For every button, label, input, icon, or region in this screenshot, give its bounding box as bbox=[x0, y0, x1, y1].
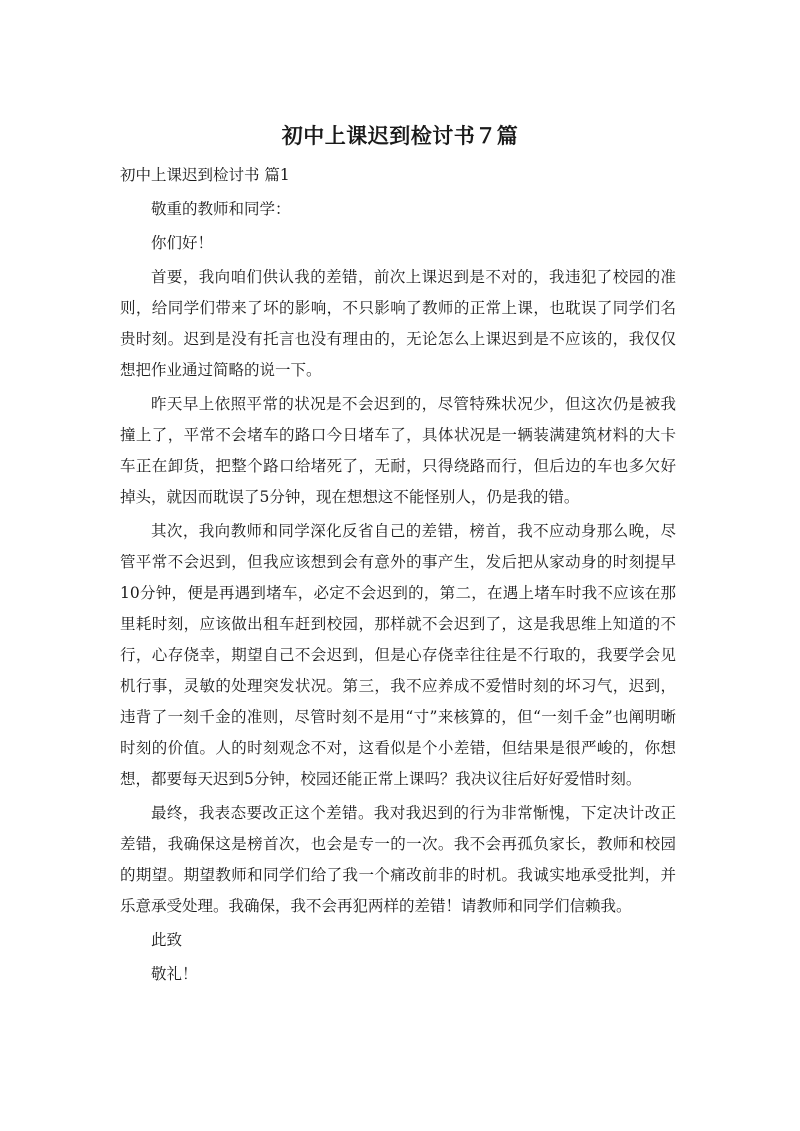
body-paragraph: 其次，我向教师和同学深化反省自己的差错，榜首，我不应动身那么晚，尽管平常不会迟到，但我应该想到会有意外的事产生，发后把从家动身的时刻提早10分钟，便是再遇到堵车，必定不会迟到的，第二，在遇上堵车时我不应该在那里耗时刻，应该做出租车赶到校园，那样就不会迟到了，这是我思维上知道的不行，心存侥幸，期望自己不会迟到，但是心存侥幸往往是不行取的，我要学会见机行事，灵敏的处理突发状况。第三，我不应养成不爱惜时刻的坏习气，迟到，违背了一刻千金的准则，尽管时刻不是用“寸”来核算的，但“一刻千金”也阐明晰时刻的价值。人的时刻观念不对，这看似是个小差错，但结果是很严峻的，你想想，都要每天迟到5分钟，校园还能正常上课吗？我决议往后好好爱惜时刻。 bbox=[120, 522, 676, 788]
document-body bbox=[120, 160, 676, 990]
salutation-line: 你们好！ bbox=[151, 234, 214, 252]
closing-line: 此致 bbox=[151, 931, 183, 949]
closing-line: 敬礼！ bbox=[151, 965, 198, 983]
body-paragraph: 首要，我向咱们供认我的差错，前次上课迟到是不对的，我违犯了校园的准则，给同学们带来了坏的影响，不只影响了教师的正常上课，也耽误了同学们名贵时刻。迟到是没有托言也没有理由的，无论怎么上课迟到是不应该的，我仅仅想把作业通过简略的说一下。 bbox=[120, 268, 676, 379]
body-paragraph: 最终，我表态要改正这个差错。我对我迟到的行为非常惭愧，下定决计改正差错，我确保这是榜首次，也会是专一的一次。我不会再孤负家长，教师和校园的期望。期望教师和同学们给了我一个痛改前非的时机。我诚实地承受批判，并乐意承受处理。我确保，我不会再犯两样的差错！请教师和同学们信赖我。 bbox=[120, 804, 676, 915]
greeting-line: 敬重的教师和同学： bbox=[151, 200, 291, 218]
section-heading: 初中上课迟到检讨书 篇1 bbox=[120, 166, 290, 184]
body-paragraph: 昨天早上依照平常的状况是不会迟到的，尽管特殊状况少，但这次仍是被我撞上了，平常不会堵车的路口今日堵车了，具体状况是一辆装满建筑材料的大卡车正在卸货，把整个路口给堵死了，无耐，只得绕路而行，但后边的车也多欠好掉头，就因而耽误了5分钟，现在想想这不能怪别人，仍是我的错。 bbox=[120, 395, 676, 506]
document-title: 初中上课迟到检讨书７篇 bbox=[281, 124, 519, 148]
